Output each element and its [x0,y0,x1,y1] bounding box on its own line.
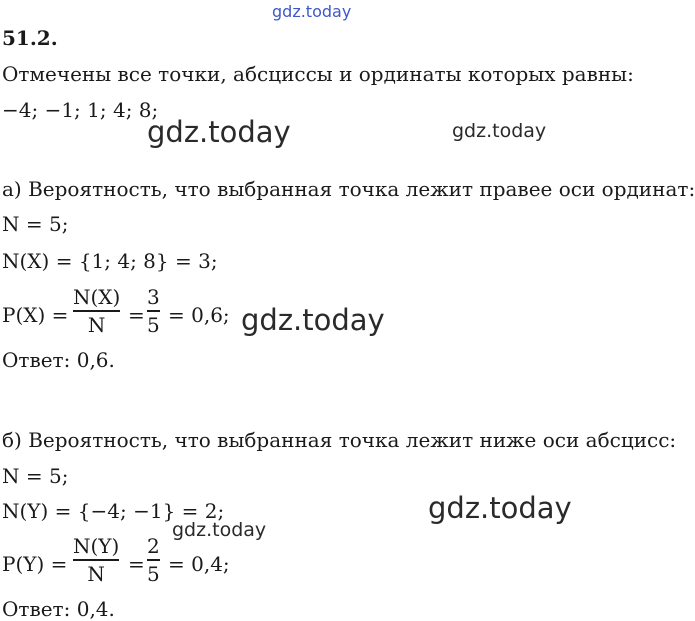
part-b-n: N = 5; [2,464,69,488]
part-a-answer: Ответ: 0,6. [2,348,115,372]
equals-sign: = [128,552,145,576]
part-a-n: N = 5; [2,212,69,236]
equals-sign: = [128,303,145,327]
fraction-bar [147,310,160,312]
fraction-numerator: 3 [147,285,160,309]
problem-statement: Отмечены все точки, абсциссы и ординаты которых равны: [2,62,634,86]
watermark: gdz.today [428,491,572,525]
part-a-result: = 0,6; [168,303,230,327]
part-b-heading: б) Вероятность, что выбранная точка лежит ниже оси абсцисс: [2,428,677,452]
part-b-ny: N(Y) = {−4; −1} = 2; [2,499,225,523]
part-b-fraction-1 [73,536,119,584]
part-a-fraction-1 [73,287,120,335]
watermark: gdz.today [452,120,547,142]
part-a-heading: а) Вероятность, что выбранная точка лежит правее оси ординат: [2,177,695,201]
fraction-numerator: N(Y) [73,534,120,558]
fraction-numerator: N(X) [73,285,121,309]
fraction-bar [73,310,120,312]
part-b-p-left: P(Y) = [2,552,68,576]
part-b-result: = 0,4; [168,552,230,576]
fraction-denominator: 5 [147,312,160,337]
fraction-denominator: 5 [147,561,160,586]
part-a-nx: N(X) = {1; 4; 8} = 3; [2,249,218,273]
point-values: −4; −1; 1; 4; 8; [2,98,159,122]
part-a-p-left: P(X) = [2,303,69,327]
fraction-bar [147,559,160,561]
watermark: gdz.today [147,115,291,149]
watermark: gdz.today [241,303,385,337]
fraction-denominator: N [87,561,105,586]
part-b-answer: Ответ: 0,4. [2,597,115,621]
watermark: gdz.today [172,519,267,541]
fraction-numerator: 2 [147,534,160,558]
fraction-bar [73,559,119,561]
part-b-fraction-2 [147,536,160,584]
problem-number: 51.2. [2,26,58,50]
part-a-fraction-2 [147,287,160,335]
fraction-denominator: N [87,312,106,337]
watermark-top: gdz.today [272,2,352,21]
